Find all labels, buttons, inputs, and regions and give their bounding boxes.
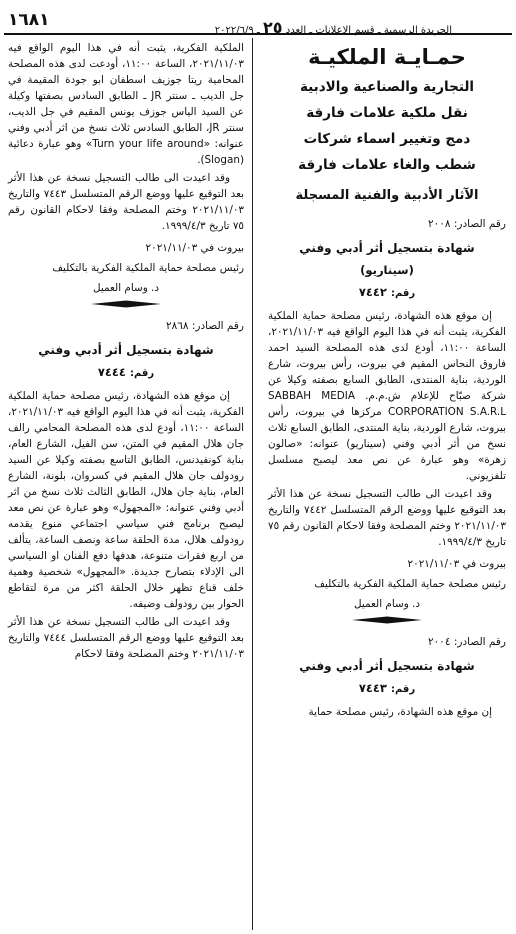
cert-closing: وقد اعيدت الى طالب التسجيل نسخة عن هذا الأثر بعد التوقيع عليها ووضع الرقم المتسلسل ٧٤٤٤ والتاريخ ٢٠٢١/١١/٠٣ وختم المصلحة وفقا لاحكام [8,616,244,660]
section-title: الآثار الأدبية والفنية المسجلة [295,188,479,203]
cert-number-label: رقم: [390,684,416,695]
signature-date: بيروت في ٢٠٢١/١١/٠٣ [145,242,244,254]
cert-closing: وقد اعيدت الى طالب التسجيل نسخة عن هذا الأثر بعد التوقيع عليها ووضع الرقم المتسلسل ٧٤٤٣ والتاريخ ٢٠٢١/١١/٠٣ وختم المصلحة وفقا لاحكام القانون رقم ٧٥ تاريخ ١٩٩٩/٤/٣. [8,172,244,232]
column-divider [252,38,253,930]
cert-number [8,364,244,382]
page-number: ١٦٨١ [8,10,50,30]
cert-number-value: ٧٤٤٢ [358,285,387,299]
page-header [4,4,512,37]
issue-date: ـ ٢٠٢٢/٦/٩ [214,25,260,36]
right-column [268,40,506,722]
cert-title: شهادة بتسجيل أثر أدبي وفني [38,343,214,357]
cert-number-label: رقم: [390,288,416,299]
cert-body: إن موقع هذه الشهادة، رئيس مصلحة حماية الملكية الفكرية، يثبت أنه في هذا اليوم الواقع فيه ٢٠٢١/١١/٠٣، الساعة ١١:٠٠، أودع لدى هذه المصلحة المحامي رالف جان هلال المقيم في المتن، سن الفيل، الشارع العام، بناية كونفيدنس، الطابق التاسع بصفته وكيلا عن السيد رودولف جان هلال المقيم في كسروان، بلونة، الشارع العام، بناية جان هلال، الطابق الثالث ثلاث نسخ من اثر أدبي وفني عنوانه: «المجهول» وهو عبارة عن نص معد ليصبح برنامج فني سياسي اجتماعي منوع يقدمه رودولف هلال، مدة الحلقة ساعة ونصف الساعة، يتألف من اربع فقرات متنوعة، هدفها دفع الفنان او السياسي الى الإدلاء بتصارح جديدة. «المجهول» شخصية وهمية خلف قناع تظهر خلال الحلقة اكثر من مرة لتقاطع الحوار بين رودولف وضيفه. [8,390,245,610]
signatory-role: رئيس مصلحة حماية الملكية الفكرية بالتكليف [52,262,244,274]
issue-number: ٢٥ [263,18,283,37]
cert-number-value: ٧٤٤٤ [97,365,126,379]
banner-line-3: نقل ملكية علامات فارقة [306,105,468,121]
cert-subtitle: (سيناريو) [360,263,414,277]
cert-number [268,680,506,698]
ornament-divider [91,300,161,308]
banner-line-2: التجارية والصناعية والادبية [299,79,475,95]
banner-line-5: شطب والغاء علامات فارقة [298,157,476,173]
cert-reg-number: رقم الصادر: ٢٨٦٨ [165,320,244,332]
header-rule [4,33,512,35]
signatory-role: رئيس مصلحة حماية الملكية الفكرية بالتكليف [314,578,506,590]
left-column [8,40,244,664]
cert-body-continued: الملكية الفكرية، يثبت أنه في هذا اليوم الواقع فيه ٢٠٢١/١١/٠٣، الساعة ١١:٠٠، أودعت لدى هذه المصلحة المحامية ريتا جوزيف اسطفان ابو جودة المقيمة في جل الديب ـ سنتر JR ـ الطابق السادس بصفتها وكيلة عن السيد الياس جوزف يونس المقيم في جل الديب، سنتر JR، الطابق السادس ثلاث نسخ من اثر أدبي وفني عنوانه: «Turn your life around» وهو عبارة دعائية (Slogan). [8,42,245,166]
signature-date: بيروت في ٢٠٢١/١١/٠٣ [407,558,506,570]
banner-line-4: دمج وتغيير اسماء شركات [303,131,471,147]
cert-title: شهادة بتسجيل أثر أدبي وفني [299,241,475,255]
cert-body: إن موقع هذه الشهادة، رئيس مصلحة حماية [308,706,492,718]
cert-reg-number: رقم الصادر: ٢٠٠٤ [427,636,506,648]
header-title: الجريدة الرسمية ـ قسم الاعلانات ـ العدد [285,25,452,36]
ornament-divider [352,616,422,624]
cert-number [268,284,506,302]
cert-closing: وقد اعيدت الى طالب التسجيل نسخة عن هذا الأثر بعد التوقيع عليها ووضع الرقم المتسلسل ٧٤٤٢ والتاريخ ٢٠٢١/١١/٠٣ وختم المصلحة وفقا لاحكام القانون رقم ٧٥ تاريخ ١٩٩٩/٤/٣. [268,488,506,548]
cert-reg-number: رقم الصادر: ٢٠٠٨ [427,218,506,230]
signatory-name: د. وسام العميل [354,598,420,610]
cert-number-label: رقم: [129,368,155,379]
banner-line-1: حمـايـة الملكيـة [308,45,466,69]
cert-number-value: ٧٤٤٣ [358,681,387,695]
cert-body: إن موقع هذه الشهادة، رئيس مصلحة حماية الملكية الفكرية، يثبت أنه في هذا اليوم الواقع فيه ٢٠٢١/١١/٠٣، الساعة ١١:٠٠، أودع لدى هذه المصلحة السيد احمد فاروق النحاس المقيم في بيروت، رأس بيروت، شارع الوردية، بناية المنتدى، الطابق السابع بصفته وكيلا عن شركة صبّاح للإعلام ش.م.م. SABBAH MEDIA CORPORATION S.A.R.L مركزها في بيروت، رأس بيروت، شارع الوردية، بناية المنتدى، الطابق السابع ثلاث نسخ من أثر أدبي وفني (سيناريو) عنوانه: «صالون زهرة» وهو عبارة عن نص معد ليصبح مسلسل تلفزيوني. [268,310,506,482]
signatory-name: د. وسام العميل [93,282,159,294]
cert-title: شهادة بتسجيل أثر أدبي وفني [299,659,475,673]
section-banner [268,40,506,178]
